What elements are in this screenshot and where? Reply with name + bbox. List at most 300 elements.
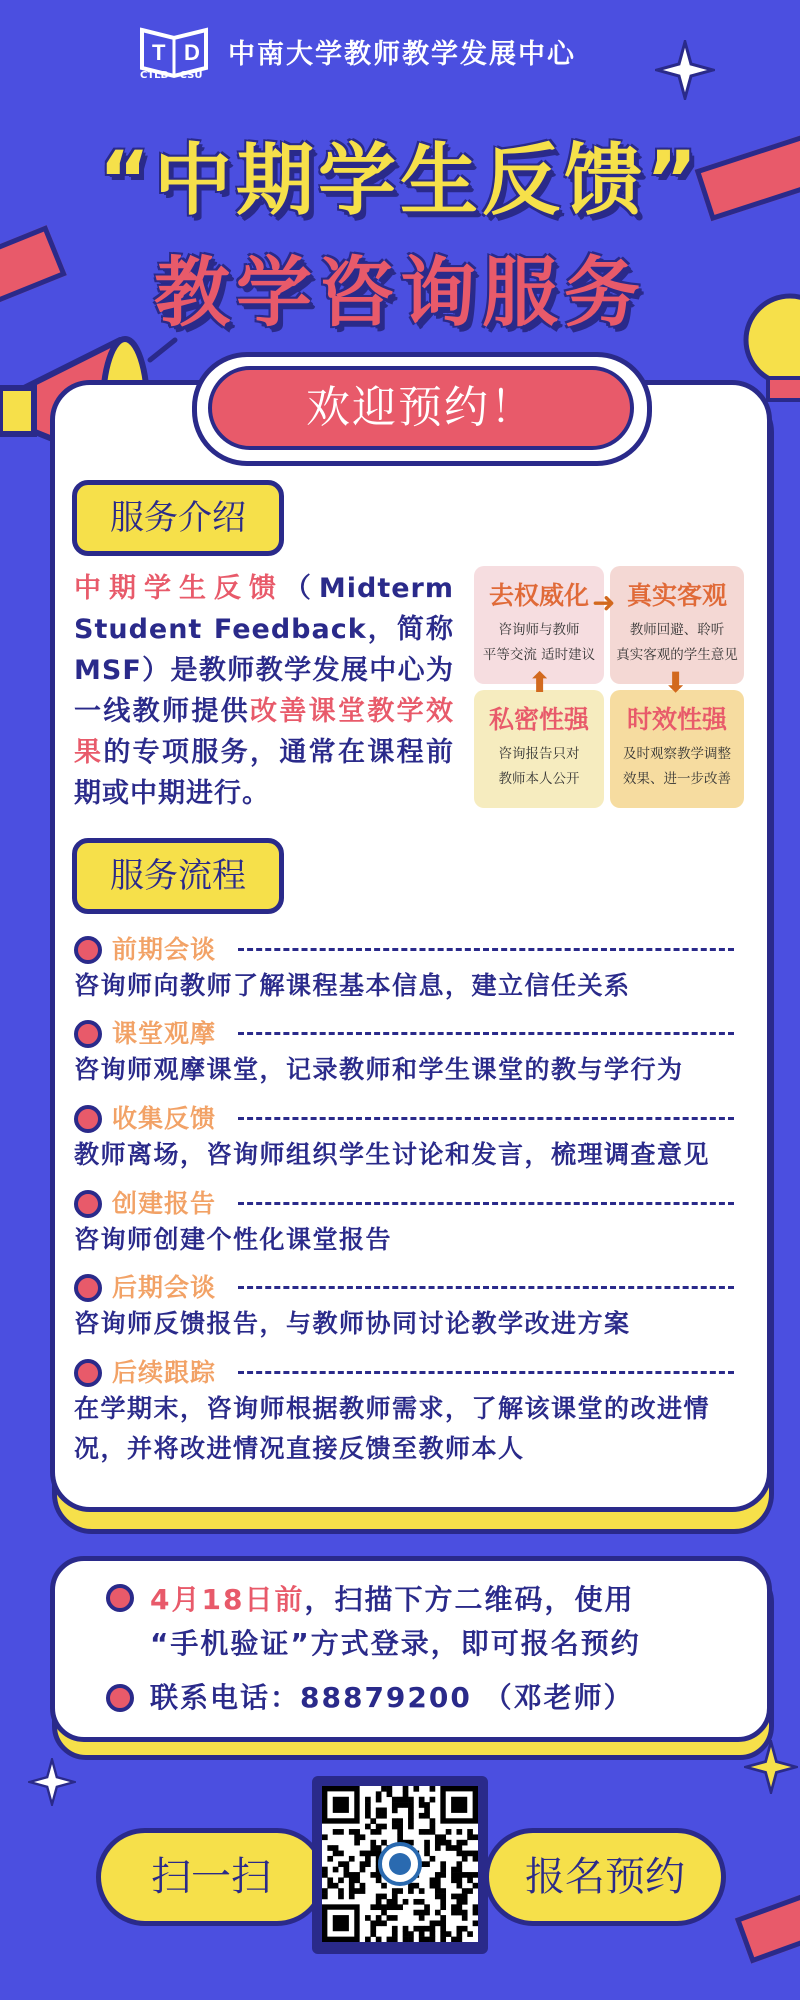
qr-module: [387, 1899, 393, 1905]
qr-module: [435, 1883, 441, 1889]
qr-module: [392, 1937, 398, 1942]
qr-module: [419, 1899, 425, 1905]
qr-module: [462, 1840, 468, 1846]
qr-module: [456, 1829, 462, 1835]
contact-phone: 联系电话：88879200 （邓老师）: [150, 1681, 634, 1714]
dashed-divider: [238, 1286, 734, 1289]
qr-module: [456, 1883, 462, 1889]
qr-module: [456, 1894, 462, 1900]
qr-module: [419, 1802, 425, 1808]
qr-module: [376, 1829, 382, 1835]
qr-module: [344, 1861, 350, 1867]
qr-module: [397, 1834, 403, 1840]
qr-module: [354, 1840, 360, 1846]
feature-desc: 及时观察教学调整 效果、进一步改善: [623, 746, 731, 787]
qr-module: [440, 1867, 446, 1873]
qr-module: [440, 1920, 446, 1926]
sparkle-icon: [28, 1758, 76, 1806]
qr-module: [435, 1920, 441, 1926]
qr-module: [435, 1888, 441, 1894]
qr-module: [456, 1872, 462, 1878]
qr-module: [360, 1834, 366, 1840]
qr-module: [365, 1856, 371, 1862]
feature-desc: 教师回避、聆听 真实客观的学生意见: [616, 622, 738, 663]
qr-module: [451, 1845, 457, 1851]
qr-module: [354, 1829, 360, 1835]
dashed-divider: [238, 948, 734, 951]
qr-module: [467, 1834, 473, 1840]
qr-module: [435, 1894, 441, 1900]
qr-module: [376, 1845, 382, 1851]
qr-module: [408, 1808, 414, 1814]
intro-body: （Midterm Student Feedback，简称MSF）是教师教学发展中心为一线教师提供: [74, 573, 455, 727]
qr-module: [408, 1824, 414, 1830]
feature-desc: 咨询报告只对 教师本人公开: [498, 746, 580, 787]
qr-module: [354, 1888, 360, 1894]
qr-module: [370, 1904, 376, 1910]
qr-module: [344, 1872, 350, 1878]
qr-module: [392, 1824, 398, 1830]
intro-body: 的专项服务，通常在课程前期或中期进行。: [74, 737, 455, 809]
qr-module: [322, 1834, 328, 1840]
qr-module: [397, 1829, 403, 1835]
qr-module: [451, 1894, 457, 1900]
main-title: “中期学生反馈”: [98, 136, 702, 226]
qr-module: [365, 1824, 371, 1830]
qr-module: [462, 1926, 468, 1932]
welcome-banner: 欢迎预约！: [208, 366, 634, 450]
qr-module: [365, 1813, 371, 1819]
qr-module: [338, 1861, 344, 1867]
qr-module: [424, 1937, 430, 1942]
qr-module: [440, 1861, 446, 1867]
qr-module: [462, 1894, 468, 1900]
qr-module: [322, 1888, 328, 1894]
step-title: 创建报告: [112, 1189, 217, 1218]
qr-module: [376, 1937, 382, 1942]
qr-module: [338, 1877, 344, 1883]
qr-module: [360, 1851, 366, 1857]
qr-module: [424, 1802, 430, 1808]
qr-module: [430, 1786, 436, 1792]
qr-module: [392, 1797, 398, 1803]
qr-module: [397, 1904, 403, 1910]
bullet-icon: [74, 1359, 102, 1387]
qr-module: [419, 1888, 425, 1894]
intro-highlight: 中期学生反馈: [74, 573, 284, 604]
qr-module: [333, 1845, 339, 1851]
qr-module: [360, 1888, 366, 1894]
dashed-divider: [238, 1371, 734, 1374]
qr-module: [473, 1883, 478, 1889]
qr-module: [392, 1899, 398, 1905]
qr-module: [424, 1926, 430, 1932]
qr-module: [365, 1861, 371, 1867]
qr-module: [440, 1937, 446, 1942]
qr-module: [456, 1851, 462, 1857]
qr-module: [440, 1931, 446, 1937]
qr-module: [376, 1808, 382, 1814]
qr-module: [408, 1802, 414, 1808]
qr-module: [462, 1872, 468, 1878]
qr-module: [413, 1926, 419, 1932]
qr-module: [424, 1808, 430, 1814]
qr-module: [392, 1802, 398, 1808]
qr-module: [467, 1931, 473, 1937]
qr-module: [440, 1840, 446, 1846]
qr-module: [473, 1851, 478, 1857]
feature-title: 去权威化: [488, 581, 589, 610]
qr-module: [435, 1845, 441, 1851]
sparkle-icon: [655, 40, 715, 100]
qr-module: [392, 1915, 398, 1921]
qr-module: [392, 1931, 398, 1937]
qr-module: [435, 1834, 441, 1840]
qr-module: [403, 1802, 409, 1808]
qr-module: [430, 1931, 436, 1937]
qr-module: [456, 1867, 462, 1873]
step-title: 前期会谈: [112, 935, 217, 964]
qr-module: [440, 1915, 446, 1921]
qr-finder: [333, 1797, 349, 1813]
qr-module: [462, 1915, 468, 1921]
feature-title: 时效性强: [626, 705, 727, 734]
qr-module: [451, 1904, 457, 1910]
qr-module: [403, 1931, 409, 1937]
qr-module: [376, 1791, 382, 1797]
intro-highlight: 改善课堂教学效果: [74, 696, 454, 768]
qr-module: [456, 1899, 462, 1905]
qr-module: [327, 1877, 333, 1883]
qr-module: [370, 1851, 376, 1857]
qr-module: [473, 1910, 478, 1916]
qr-module: [440, 1888, 446, 1894]
qr-module: [430, 1824, 436, 1830]
qr-module: [387, 1791, 393, 1797]
qr-module: [370, 1845, 376, 1851]
qr-module: [392, 1894, 398, 1900]
qr-module: [397, 1797, 403, 1803]
qr-module: [446, 1845, 452, 1851]
qr-module: [354, 1872, 360, 1878]
qr-module: [376, 1899, 382, 1905]
qr-module: [451, 1910, 457, 1916]
qr-module: [424, 1813, 430, 1819]
qr-module: [322, 1867, 328, 1873]
qr-module: [408, 1813, 414, 1819]
qr-module: [392, 1818, 398, 1824]
step-description: 咨询师观摩课堂，记录教师和学生课堂的教与学行为: [74, 1055, 684, 1084]
qr-module: [376, 1915, 382, 1921]
arrow-up-icon: ⬆: [528, 666, 552, 699]
step-description: 教师离场，咨询师组织学生讨论和发言，梳理调查意见: [74, 1140, 711, 1169]
qr-module: [370, 1829, 376, 1835]
qr-module: [424, 1861, 430, 1867]
qr-module: [424, 1910, 430, 1916]
qr-module: [370, 1818, 376, 1824]
qr-module: [376, 1877, 382, 1883]
qr-module: [446, 1931, 452, 1937]
qr-module: [387, 1937, 393, 1942]
step-title: 收集反馈: [112, 1104, 217, 1133]
qr-module: [424, 1904, 430, 1910]
step-description: 咨询师创建个性化课堂报告: [74, 1225, 393, 1254]
signup-line2: “手机验证”方式登录，即可报名预约: [150, 1627, 641, 1660]
qr-module: [397, 1818, 403, 1824]
qr-module: [376, 1813, 382, 1819]
qr-module: [419, 1797, 425, 1803]
qr-module: [419, 1926, 425, 1932]
qr-module: [338, 1829, 344, 1835]
qr-module: [327, 1845, 333, 1851]
qr-module: [430, 1926, 436, 1932]
qr-module: [408, 1937, 414, 1942]
dashed-divider: [238, 1117, 734, 1120]
qr-module: [424, 1829, 430, 1835]
qr-module: [462, 1851, 468, 1857]
qr-module: [408, 1818, 414, 1824]
qr-module: [424, 1851, 430, 1857]
qr-module: [327, 1856, 333, 1862]
qr-module: [338, 1851, 344, 1857]
feature-card: [610, 690, 744, 808]
signup-line1: [150, 1578, 634, 1618]
qr-module: [473, 1856, 478, 1862]
qr-module: [349, 1894, 355, 1900]
arrow-down-icon: ⬇: [664, 666, 688, 699]
qr-module: [381, 1824, 387, 1830]
deadline: 4月18日前: [150, 1583, 305, 1616]
dashed-divider: [238, 1202, 734, 1205]
qr-module: [387, 1904, 393, 1910]
qr-module: [456, 1926, 462, 1932]
bullet-icon: [74, 1190, 102, 1218]
qr-module: [333, 1851, 339, 1857]
qr-module: [381, 1910, 387, 1916]
qr-module: [381, 1840, 387, 1846]
qr-module: [424, 1840, 430, 1846]
qr-module: [430, 1920, 436, 1926]
feature-desc: 咨询师与教师 平等交流 适时建议: [482, 622, 596, 663]
qr-module: [451, 1937, 457, 1942]
qr-module: [365, 1851, 371, 1857]
qr-module: [349, 1829, 355, 1835]
qr-module: [381, 1894, 387, 1900]
qr-module: [333, 1829, 339, 1835]
qr-module: [354, 1834, 360, 1840]
qr-module: [419, 1931, 425, 1937]
qr-module: [381, 1786, 387, 1792]
qr-module: [344, 1867, 350, 1873]
qr-module: [392, 1926, 398, 1932]
qr-module: [397, 1824, 403, 1830]
qr-module: [381, 1883, 387, 1889]
qr-module: [419, 1829, 425, 1835]
qr-module: [456, 1904, 462, 1910]
qr-module: [419, 1915, 425, 1921]
qr-module: [376, 1920, 382, 1926]
qr-module: [370, 1840, 376, 1846]
qr-module: [451, 1877, 457, 1883]
qr-module: [430, 1856, 436, 1862]
qr-module: [370, 1926, 376, 1932]
section-tag-intro: 服务介绍: [72, 480, 284, 556]
qr-module: [462, 1899, 468, 1905]
qr-module: [376, 1894, 382, 1900]
qr-module: [446, 1840, 452, 1846]
qr-module: [403, 1797, 409, 1803]
qr-module: [451, 1867, 457, 1873]
qr-module: [467, 1829, 473, 1835]
qr-module: [408, 1797, 414, 1803]
qr-module: [435, 1877, 441, 1883]
qr-module: [365, 1808, 371, 1814]
qr-module: [413, 1786, 419, 1792]
qr-module: [397, 1888, 403, 1894]
org-name: 中南大学教师教学发展中心: [228, 39, 576, 70]
qr-module: [365, 1915, 371, 1921]
qr-module: [322, 1894, 328, 1900]
qr-module: [354, 1877, 360, 1883]
qr-module: [456, 1861, 462, 1867]
bullet-icon: [74, 1105, 102, 1133]
qr-module: [360, 1883, 366, 1889]
qr-module: [473, 1834, 478, 1840]
qr-module: [376, 1824, 382, 1830]
qr-module: [381, 1904, 387, 1910]
sub-title: 教学咨询服务: [154, 248, 646, 337]
svg-text:D: D: [184, 40, 200, 65]
qr-module: [413, 1883, 419, 1889]
qr-module: [322, 1872, 328, 1878]
qr-module: [435, 1910, 441, 1916]
qr-module: [456, 1845, 462, 1851]
qr-module: [349, 1888, 355, 1894]
decor-bar: [735, 1884, 800, 1963]
qr-module: [365, 1802, 371, 1808]
bullet-icon: [74, 1274, 102, 1302]
qr-module: [413, 1910, 419, 1916]
qr-module: [327, 1883, 333, 1889]
arrow-right-icon: ➜: [592, 586, 616, 619]
qr-module: [456, 1931, 462, 1937]
qr-module: [430, 1937, 436, 1942]
qr-module: [403, 1791, 409, 1797]
qr-module: [473, 1872, 478, 1878]
qr-module: [349, 1872, 355, 1878]
qr-module: [462, 1910, 468, 1916]
qr-module: [365, 1797, 371, 1803]
bullet-icon: [106, 1684, 134, 1712]
qr-module: [467, 1851, 473, 1857]
step-title: 后期会谈: [112, 1273, 217, 1302]
qr-module: [349, 1856, 355, 1862]
bullet-icon: [106, 1584, 134, 1612]
qr-module: [430, 1797, 436, 1803]
scan-button[interactable]: 扫一扫: [96, 1828, 326, 1926]
qr-module: [473, 1904, 478, 1910]
qr-module: [338, 1888, 344, 1894]
qr-module: [408, 1888, 414, 1894]
qr-module: [397, 1802, 403, 1808]
qr-module: [333, 1883, 339, 1889]
qr-module: [370, 1920, 376, 1926]
logo-subtitle: CTLD · CSU: [140, 70, 203, 81]
qr-module: [451, 1872, 457, 1878]
feature-title: 私密性强: [488, 705, 589, 734]
qr-module: [403, 1899, 409, 1905]
qr-module: [403, 1786, 409, 1792]
qr-module: [360, 1861, 366, 1867]
qr-module: [392, 1904, 398, 1910]
qr-module: [424, 1845, 430, 1851]
feature-title: 真实客观: [626, 581, 727, 610]
section-tag-process: 服务流程: [72, 838, 284, 914]
register-button[interactable]: 报名预约: [484, 1828, 726, 1926]
qr-module: [370, 1931, 376, 1937]
qr-module: [440, 1926, 446, 1932]
qr-module: [430, 1818, 436, 1824]
qr-module: [381, 1808, 387, 1814]
qr-module: [419, 1910, 425, 1916]
step-title: 后续跟踪: [112, 1358, 217, 1387]
qr-code[interactable]: [322, 1786, 478, 1942]
dashed-divider: [238, 1032, 734, 1035]
qr-module: [430, 1883, 436, 1889]
step-description: 咨询师向教师了解课程基本信息，建立信任关系: [74, 971, 631, 1000]
bullet-icon: [74, 936, 102, 964]
qr-module: [435, 1840, 441, 1846]
qr-module: [440, 1904, 446, 1910]
qr-module: [435, 1872, 441, 1878]
qr-module: [387, 1915, 393, 1921]
qr-module: [446, 1829, 452, 1835]
qr-module: [440, 1899, 446, 1905]
qr-module: [462, 1856, 468, 1862]
qr-module: [456, 1937, 462, 1942]
bullet-icon: [74, 1020, 102, 1048]
svg-text:T: T: [152, 40, 166, 65]
qr-finder: [333, 1915, 349, 1931]
qr-module: [381, 1920, 387, 1926]
qr-module: [403, 1926, 409, 1932]
qr-module: [467, 1877, 473, 1883]
signup-text: ，扫描下方二维码，使用: [304, 1583, 635, 1616]
qr-module: [467, 1888, 473, 1894]
qr-module: [403, 1937, 409, 1942]
qr-finder: [451, 1797, 467, 1813]
qr-module: [419, 1937, 425, 1942]
qr-module: [440, 1872, 446, 1878]
qr-module: [392, 1808, 398, 1814]
qr-module: [387, 1786, 393, 1792]
qr-center-logo: [389, 1853, 411, 1875]
qr-module: [440, 1834, 446, 1840]
step-description: 在学期末，咨询师根据教师需求，了解该课堂的改进情况，并将改进情况直接反馈至教师本人: [74, 1394, 711, 1463]
qr-module: [392, 1888, 398, 1894]
qr-module: [467, 1872, 473, 1878]
qr-module: [419, 1813, 425, 1819]
qr-module: [370, 1872, 376, 1878]
qr-module: [381, 1813, 387, 1819]
qr-module: [413, 1899, 419, 1905]
qr-module: [338, 1894, 344, 1900]
step-title: 课堂观摩: [112, 1019, 217, 1048]
qr-module: [349, 1877, 355, 1883]
qr-module: [430, 1877, 436, 1883]
qr-module: [456, 1877, 462, 1883]
qr-module: [365, 1937, 371, 1942]
